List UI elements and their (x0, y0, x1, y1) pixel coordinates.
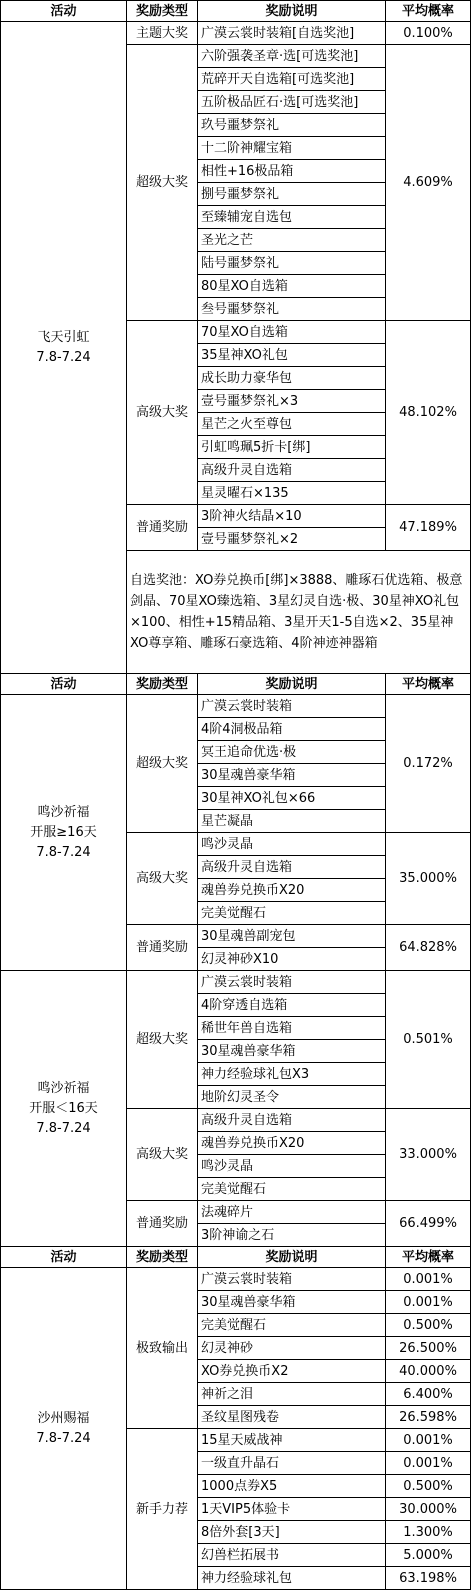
activity-date: 7.8-7.24 (36, 349, 91, 365)
activity-name: 飞天引虹 (37, 329, 90, 345)
reward-item: 魂兽券兑换币X20 (198, 1132, 386, 1155)
reward-item: 法魂碎片 (198, 1201, 386, 1224)
header-avg-prob: 平均概率 (386, 1, 471, 22)
activity-cell (1, 971, 127, 1247)
reward-item: 稀世年兽自选箱 (198, 1017, 386, 1040)
prob-cell: 4.609% (386, 45, 471, 321)
prob-cell: 63.198% (386, 1567, 471, 1590)
reward-item: 星芒之火至尊包 (198, 413, 386, 436)
reward-item: 高级升灵自选箱 (198, 459, 386, 482)
reward-item: 30星魂兽豪华箱 (198, 1040, 386, 1063)
header-reward-type: 奖励类型 (127, 1247, 198, 1268)
header-activity: 活动 (1, 674, 127, 695)
reward-type-cell: 新手力荐 (127, 1429, 198, 1590)
table-row (1, 971, 471, 994)
reward-item: 广漠云裳时装箱 (198, 1268, 386, 1291)
reward-type-cell: 普通奖励 (127, 925, 198, 971)
reward-item: 圣纹星图残卷 (198, 1406, 386, 1429)
header-avg-prob: 平均概率 (386, 1247, 471, 1268)
header-reward-desc: 奖励说明 (198, 1247, 386, 1268)
reward-item: 至臻辅宠自选包 (198, 206, 386, 229)
header-reward-desc: 奖励说明 (198, 1, 386, 22)
reward-item: 成长助力豪华包 (198, 367, 386, 390)
reward-item: 神力经验球礼包 (198, 1567, 386, 1590)
activity-condition: 开服＜16天 (29, 1100, 98, 1116)
reward-item: 幻灵神砂X10 (198, 948, 386, 971)
reward-type-cell: 超级大奖 (127, 45, 198, 321)
activity-cell (1, 22, 127, 674)
reward-item: 高级升灵自选箱 (198, 856, 386, 879)
prob-cell: 0.501% (386, 971, 471, 1109)
header-avg-prob: 平均概率 (386, 674, 471, 695)
reward-item: 陆号噩梦祭礼 (198, 252, 386, 275)
reward-item: 完美觉醒石 (198, 1178, 386, 1201)
prob-cell: 0.172% (386, 695, 471, 833)
reward-item: 8倍外套[3天] (198, 1521, 386, 1544)
reward-item: 4阶穿透自选箱 (198, 994, 386, 1017)
prob-cell: 5.000% (386, 1544, 471, 1567)
activity-date: 7.8-7.24 (36, 844, 91, 860)
reward-item: 十二阶神耀宝箱 (198, 137, 386, 160)
prob-cell: 40.000% (386, 1360, 471, 1383)
activity-cell (1, 695, 127, 971)
reward-item: 地阶幻灵圣令 (198, 1086, 386, 1109)
reward-type-cell: 主题大奖 (127, 22, 198, 45)
reward-type-cell: 极致输出 (127, 1268, 198, 1429)
reward-item: 广漠云裳时装箱[自选奖池] (198, 22, 386, 45)
reward-item: 30星魂兽副宠包 (198, 925, 386, 948)
reward-item: 30星魂兽豪华箱 (198, 764, 386, 787)
prob-cell: 47.189% (386, 505, 471, 551)
prob-cell: 0.001% (386, 1452, 471, 1475)
reward-item: 六阶强袭圣章·选[可选奖池] (198, 45, 386, 68)
reward-item: 神力经验球礼包X3 (198, 1063, 386, 1086)
reward-type-cell: 高级大奖 (127, 321, 198, 505)
header-activity: 活动 (1, 1247, 127, 1268)
reward-item: 魂兽券兑换币X20 (198, 879, 386, 902)
reward-item: 星灵曜石×135 (198, 482, 386, 505)
activity-name: 鸣沙祈福 (37, 804, 90, 820)
reward-type-cell: 高级大奖 (127, 833, 198, 925)
reward-item: 完美觉醒石 (198, 902, 386, 925)
reward-item: 高级升灵自选箱 (198, 1109, 386, 1132)
reward-item: 70星XO自选箱 (198, 321, 386, 344)
reward-item: 鸣沙灵晶 (198, 1155, 386, 1178)
prob-cell: 48.102% (386, 321, 471, 505)
prob-cell: 64.828% (386, 925, 471, 971)
reward-item: 引虹鸣珮5折卡[绑] (198, 436, 386, 459)
reward-item: 相性+16极品箱 (198, 160, 386, 183)
prob-cell: 26.598% (386, 1406, 471, 1429)
header-activity: 活动 (1, 1, 127, 22)
table-row (1, 695, 471, 718)
header-reward-desc: 奖励说明 (198, 674, 386, 695)
prob-cell: 0.001% (386, 1429, 471, 1452)
table-row (1, 22, 471, 45)
prob-cell: 66.499% (386, 1201, 471, 1247)
reward-item: 15星天威战神 (198, 1429, 386, 1452)
header-row (1, 1247, 471, 1268)
activity-condition: 开服≥16天 (30, 824, 97, 840)
reward-item: 3阶神谕之石 (198, 1224, 386, 1247)
reward-item: 1000点券X5 (198, 1475, 386, 1498)
prob-cell: 1.300% (386, 1521, 471, 1544)
reward-item: 壹号噩梦祭礼×3 (198, 390, 386, 413)
reward-item: 荒碎开天自选箱[可选奖池] (198, 68, 386, 91)
reward-item: 星芒凝晶 (198, 810, 386, 833)
table-row (1, 1268, 471, 1291)
reward-item: 壹号噩梦祭礼×2 (198, 528, 386, 551)
reward-item: 玖号噩梦祭礼 (198, 114, 386, 137)
header-reward-type: 奖励类型 (127, 1, 198, 22)
reward-item: 4阶4洞极品箱 (198, 718, 386, 741)
reward-type-cell: 高级大奖 (127, 1109, 198, 1201)
prob-cell: 0.001% (386, 1268, 471, 1291)
reward-type-cell: 超级大奖 (127, 695, 198, 833)
prob-cell: 33.000% (386, 1109, 471, 1201)
prob-cell: 35.000% (386, 833, 471, 925)
reward-item: 幻灵神砂 (198, 1337, 386, 1360)
reward-item: 捌号噩梦祭礼 (198, 183, 386, 206)
activity-date: 7.8-7.24 (36, 1430, 91, 1446)
activity-name: 鸣沙祈福 (37, 1080, 90, 1096)
activity-date: 7.8-7.24 (36, 1120, 91, 1136)
prob-cell: 0.500% (386, 1475, 471, 1498)
reward-type-cell: 普通奖励 (127, 505, 198, 551)
reward-item: 广漠云裳时装箱 (198, 695, 386, 718)
reward-item: 冥王追命优选·极 (198, 741, 386, 764)
reward-item: 叁号噩梦祭礼 (198, 298, 386, 321)
reward-item: 80星XO自选箱 (198, 275, 386, 298)
reward-item: 五阶极品匠石·选[可选奖池] (198, 91, 386, 114)
reward-item: 鸣沙灵晶 (198, 833, 386, 856)
reward-item: XO券兑换币X2 (198, 1360, 386, 1383)
reward-item: 3阶神火结晶×10 (198, 505, 386, 528)
reward-item: 神祈之泪 (198, 1383, 386, 1406)
reward-item: 30星神XO礼包×66 (198, 787, 386, 810)
reward-item: 35星神XO礼包 (198, 344, 386, 367)
reward-item: 广漠云裳时装箱 (198, 971, 386, 994)
prob-cell: 6.400% (386, 1383, 471, 1406)
reward-item: 30星魂兽豪华箱 (198, 1291, 386, 1314)
reward-type-cell: 普通奖励 (127, 1201, 198, 1247)
prob-cell: 30.000% (386, 1498, 471, 1521)
activity-cell (1, 1268, 127, 1590)
prob-cell: 0.500% (386, 1314, 471, 1337)
prob-cell: 26.500% (386, 1337, 471, 1360)
reward-item: 1天VIP5体验卡 (198, 1498, 386, 1521)
header-row (1, 1, 471, 22)
header-row (1, 674, 471, 695)
reward-item: 一级直升晶石 (198, 1452, 386, 1475)
prob-cell: 0.100% (386, 22, 471, 45)
reward-type-cell: 超级大奖 (127, 971, 198, 1109)
activity-name: 沙州赐福 (37, 1410, 90, 1426)
header-reward-type: 奖励类型 (127, 674, 198, 695)
reward-item: 完美觉醒石 (198, 1314, 386, 1337)
reward-item: 圣光之芒 (198, 229, 386, 252)
optional-pool-note: 自选奖池：XO券兑换币[绑]×3888、雕琢石优选箱、极意剑晶、70星XO臻选箱、3星幻灵自选·极、30星神XO礼包×100、相性+15精品箱、3星开天1-5自选×2、35星神XO尊享箱、雕琢石豪选箱、4阶神迹神器箱 (127, 551, 471, 674)
prob-cell: 0.001% (386, 1291, 471, 1314)
reward-item: 幻兽栏拓展书 (198, 1544, 386, 1567)
